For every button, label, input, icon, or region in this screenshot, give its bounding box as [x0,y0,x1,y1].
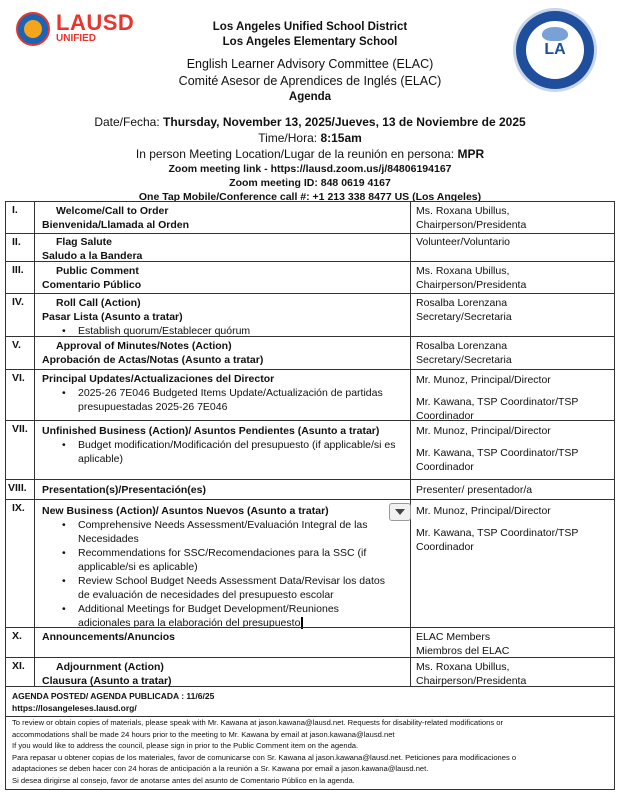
table-row: VI. Principal Updates/Actualizaciones del Director • 2025-26 7E046 Budgeted Items Update/Actualización de partidas presupuestadas 2025-26 7E046 Mr. Munoz, Principal/Director Mr. Kawana, TSP Coordinator/TSP Coordinador [6,369,614,420]
agenda-bullet: • Comprehensive Needs Assessment/Evaluación Integral de las Necesidades [42,518,392,546]
lausd-unified: UNIFIED [56,33,96,44]
posted-date: AGENDA POSTED/ AGENDA PUBLICADA : 11/6/25 [12,691,215,701]
lausd-emblem-icon [16,12,50,46]
school-logo-mark: LA [544,41,566,58]
district-name: Los Angeles Unified School District [212,21,408,33]
table-row: IX. New Business (Action)/ Asuntos Nuevos (Asunto a tratar) • Comprehensive Needs Assessment/Evaluación Integral de las Necesidades • Recommendations for SSC/Recomendaciones para la SSC (if applicable/si es aplicable) • Review School Budget Needs Assessment Data/Revisar los datos de evaluación de necesidades del presupuesto escolar • Additional Meetings for Budget Development/Reuniones adicionales para la elaboración del presupuesto Mr. Munoz, Principal/Director Mr. Kawana, TSP Coordinator/TSP Coordinador [6,499,614,627]
school-logo [513,8,597,92]
agenda-bullet: • Additional Meetings for Budget Development/Reuniones adicionales para la elaboración del presupuesto [42,602,392,630]
agenda-table [5,201,615,687]
note-line: If you would like to address the council, please sign in prior to the Public Comment item on the agenda. [12,741,359,750]
table-row: VII. Unfinished Business (Action)/ Asuntos Pendientes (Asunto a tratar) • Budget modification/Modificación del presupuesto (if applicable/si es aplicable) Mr. Munoz, Principal/Director Mr. Kawana, TSP Coordinator/TSP Coordinador [6,420,614,479]
lausd-logo [16,10,135,52]
meeting-date: Date/Fecha: Thursday, November 13, 2025/Jueves, 13 de Noviembre de 2025 [94,115,526,129]
agenda-bullet: • Review School Budget Needs Assessment Data/Revisar los datos de evaluación de necesidades del presupuesto escolar [42,574,392,602]
meeting-location: In person Meeting Location/Lugar de la reunión en persona: MPR [135,147,485,161]
dolphin-icon [542,27,568,41]
note-line: Si desea dirigirse al consejo, favor de anotarse antes del asunto de Comentario Público en la agenda. [12,775,355,785]
page-title: Agenda [288,91,332,103]
dropdown-toggle-button[interactable] [389,503,411,521]
table-row: I. Welcome/Call to Order Bienvenida/Llamada al Orden Ms. Roxana Ubillus, Chairperson/Presidenta [12,204,527,231]
note-line: adaptaciones se deben hacer con 24 horas de anticipación a la reunión a Sr. Kawana por email a jason.kawana@lausd.net. [12,764,429,773]
table-row: II. Flag Salute Saludo a la Bandera Volunteer/Voluntario [6,233,614,261]
lausd-brand: LAUSD [56,10,135,35]
agenda-bullet: • Recommendations for SSC/Recomendaciones para la SSC (if applicable/si es aplicable) [42,546,392,574]
table-row: IV. Roll Call (Action) Pasar Lista (Asunto a tratar) • Establish quorum/Establecer quórum Rosalba Lorenzana Secretary/Secretaria [6,293,614,336]
table-row: XI. Adjournment (Action) Clausura (Asunto a tratar) Ms. Roxana Ubillus, Chairperson/Presidenta [6,657,614,687]
note-line: To review or obtain copies of materials, please speak with Mr. Kawana at jason.kawana@lausd.net. Requests for disability-related modifications or [12,718,504,727]
agenda-bullet: • Establish quorum/Establecer quórum [42,324,406,338]
agenda-bullet: • 2025-26 7E046 Budgeted Items Update/Actualización de partidas presupuestadas 2025-26 7E046 [42,386,406,414]
note-line: accommodations shall be made 24 hours prior to the meeting to Mr. Kawana by email at jason.kawana@lausd.net [12,729,395,739]
meeting-time: Time/Hora: 8:15am [258,131,362,145]
footer-notes [5,687,615,790]
table-row: VIII. Presentation(s)/Presentación(es) Presenter/ presentador/a [6,479,614,499]
note-line: Para repasar u obtener copias de los materiales, favor de comunicarse con Sr. Kawana al jason.kawana@lausd.net. Peticiones para modificaciones o [12,752,517,762]
zoom-id: Zoom meeting ID: 848 0619 4167 [229,177,391,189]
table-row: X. Announcements/Anuncios ELAC Members Miembros del ELAC [6,627,614,657]
school-url[interactable]: https://losangeleses.lausd.org/ [12,703,137,713]
table-row: III. Public Comment Comentario Público Ms. Roxana Ubillus, Chairperson/Presidenta [6,261,614,293]
committee-es: Comité Asesor de Aprendices de Inglés (ELAC) [178,74,442,88]
phone-number: One Tap Mobile/Conference call #: +1 213 338 8477 US (Los Angeles) [138,191,482,203]
committee-en: English Learner Advisory Committee (ELAC) [186,57,434,71]
table-row: V. Approval of Minutes/Notes (Action) Aprobación de Actas/Notas (Asunto a tratar) Rosalba Lorenzana Secretary/Secretaria [6,336,614,369]
agenda-bullet: • Budget modification/Modificación del presupuesto (if applicable/si es aplicable) [42,438,406,466]
zoom-link[interactable]: Zoom meeting link - https://lausd.zoom.us/j/84806194167 [168,163,452,175]
school-name: Los Angeles Elementary School [222,36,398,48]
